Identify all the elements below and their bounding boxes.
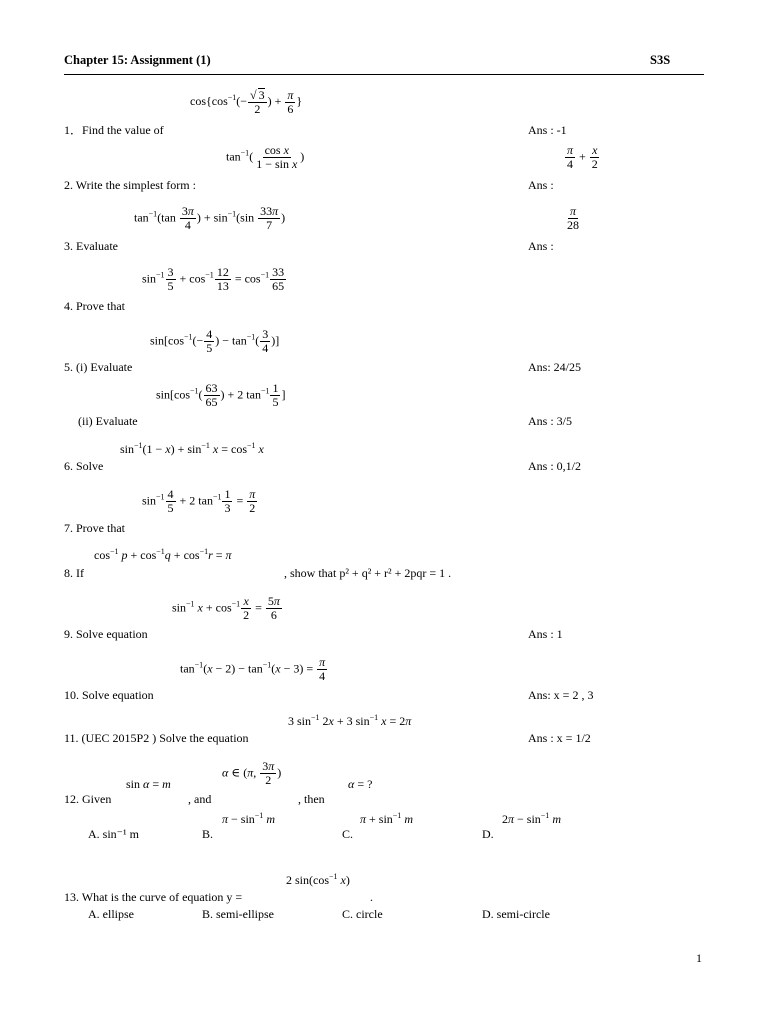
q10-text: 10. Solve equation xyxy=(64,688,154,702)
q12-option-a: A. sin⁻¹ m xyxy=(88,827,139,841)
q13-text: 13. What is the curve of equation y = xyxy=(64,890,243,904)
q6-answer: Ans : 0,1/2 xyxy=(528,459,582,473)
q12-question-formula: α = ? xyxy=(348,777,373,791)
header-rule xyxy=(64,74,704,75)
q5i-answer: Ans: 24/25 xyxy=(528,360,582,374)
class-code: S3S xyxy=(650,53,671,67)
q3-formula: $\tan^{-1}(\tan$ $\frac{3\pi}{4}$ ) + $\sin^{-1}(\sin$ $\frac{33\pi}{7}$ ) xyxy=(134,204,286,233)
q8-text: 8. If xyxy=(64,566,84,580)
q7-formula: $\sin^{-1}$ $\frac{4}{5}$ + 2 $\tan^{-1}$ $\frac{1}{3}$ = $\frac{\pi}{2}$ xyxy=(142,487,256,516)
q7-text: 7. Prove that xyxy=(64,521,125,535)
q3-answer: Ans : xyxy=(528,239,554,253)
q12-then: , then xyxy=(298,792,325,806)
q2-answer-formula: $\frac{\pi}{4}$ + $\frac{x}{2}$ xyxy=(567,143,598,172)
q3-answer-formula: $\frac{\pi}{28}$ xyxy=(567,204,579,233)
q13-formula: 2 $\sin(\cos^{-1}$ x) xyxy=(286,872,350,887)
q12-option-d-formula: $2\pi - \sin^{-1} m$ xyxy=(502,811,561,826)
q12-text: 12. Given xyxy=(64,792,112,806)
q8-formula: $\cos^{-1} p + \cos^{-1}q + \cos^{-1}r = \pi$ xyxy=(94,547,232,562)
q1-formula: $\cos\{\cos^{-1}(-$ $\frac{√ 3}{2}$ ) + $\frac{\pi}{6}$ } xyxy=(190,87,303,117)
q2-formula: $\tan^{-1}$( $\frac{\text{cos x}}{\text{1 − sin x}}$ ) xyxy=(226,143,305,172)
q9-text: 9. Solve equation xyxy=(64,627,148,641)
q5ii-answer: Ans : 3/5 xyxy=(528,414,573,428)
page-number: 1 xyxy=(696,951,702,965)
q12-option-d: D. xyxy=(482,827,494,841)
q4-text: 4. Prove that xyxy=(64,299,125,313)
q5ii-text: (ii) Evaluate xyxy=(78,414,138,428)
q9-answer: Ans : 1 xyxy=(528,627,563,641)
q9-formula: $\sin^{-1} x + \cos^{-1}$ $\frac{x}{2}$ = $\frac{5\pi}{6}$ xyxy=(172,594,280,623)
q10-answer: Ans: x = 2 , 3 xyxy=(528,688,594,702)
assignment-title: Chapter 15: Assignment (1) xyxy=(64,53,211,67)
q5ii-formula: $\sin[\cos^{-1}$( $\frac{63}{65}$ ) + 2 $\tan^{-1}$ $\frac{1}{5}$ ] xyxy=(156,381,286,410)
q8-tail: , show that p² + q² + r² + 2pqr = 1 . xyxy=(284,566,452,580)
q13-dot: . xyxy=(370,890,373,904)
q12-interval-formula: α ∈ (π, $\frac{3\pi}{2}$ ) xyxy=(222,759,282,788)
q12-given-formula: sin α = m xyxy=(126,777,171,791)
q12-option-c: C. xyxy=(342,827,354,841)
q13-option-b: B. semi-ellipse xyxy=(202,907,274,921)
q5i-formula: $\sin[\cos^{-1}(-$ $\frac{4}{5}$ ) − $\tan^{-1}$( $\frac{3}{4}$ )] xyxy=(150,327,280,356)
q1-answer: Ans : -1 xyxy=(528,123,567,137)
q12-and: , and xyxy=(188,792,212,806)
q5i-text: 5. (i) Evaluate xyxy=(64,360,133,374)
q12-option-b: B. xyxy=(202,827,214,841)
q6-text: 6. Solve xyxy=(64,459,104,473)
q13-option-a: A. ellipse xyxy=(88,907,134,921)
q1-text: 1．Find the value of xyxy=(64,123,164,137)
q6-formula: $\sin^{-1}(1 - x) + \sin^{-1} x = \cos^{-1} x$ xyxy=(120,441,264,456)
q13-option-d: D. semi-circle xyxy=(482,907,550,921)
q11-answer: Ans : x = 1/2 xyxy=(528,731,591,745)
q3-text: 3. Evaluate xyxy=(64,239,118,253)
q11-text: 11. (UEC 2015P2 ) Solve the equation xyxy=(64,731,249,745)
q11-formula: 3 $\sin^{-1} 2x + 3$ $\sin^{-1} x = 2\pi$ xyxy=(288,713,412,728)
q13-option-c: C. circle xyxy=(342,907,383,921)
q4-formula: $\sin^{-1}$ $\frac{3}{5}$ + $\cos^{-1}$ $\frac{12}{13}$ = $\cos^{-1}$ $\frac{33}{65}$ xyxy=(142,265,285,294)
q12-option-c-formula: $\pi + \sin^{-1} m$ xyxy=(360,811,413,826)
q2-answer: Ans : xyxy=(528,178,554,192)
q10-formula: $\tan^{-1}(x - 2) - \tan^{-1}(x - 3)$ = $\frac{\pi}{4}$ xyxy=(180,655,326,684)
q2-text: 2. Write the simplest form : xyxy=(64,178,196,192)
q12-option-b-formula: $\pi - \sin^{-1} m$ xyxy=(222,811,275,826)
